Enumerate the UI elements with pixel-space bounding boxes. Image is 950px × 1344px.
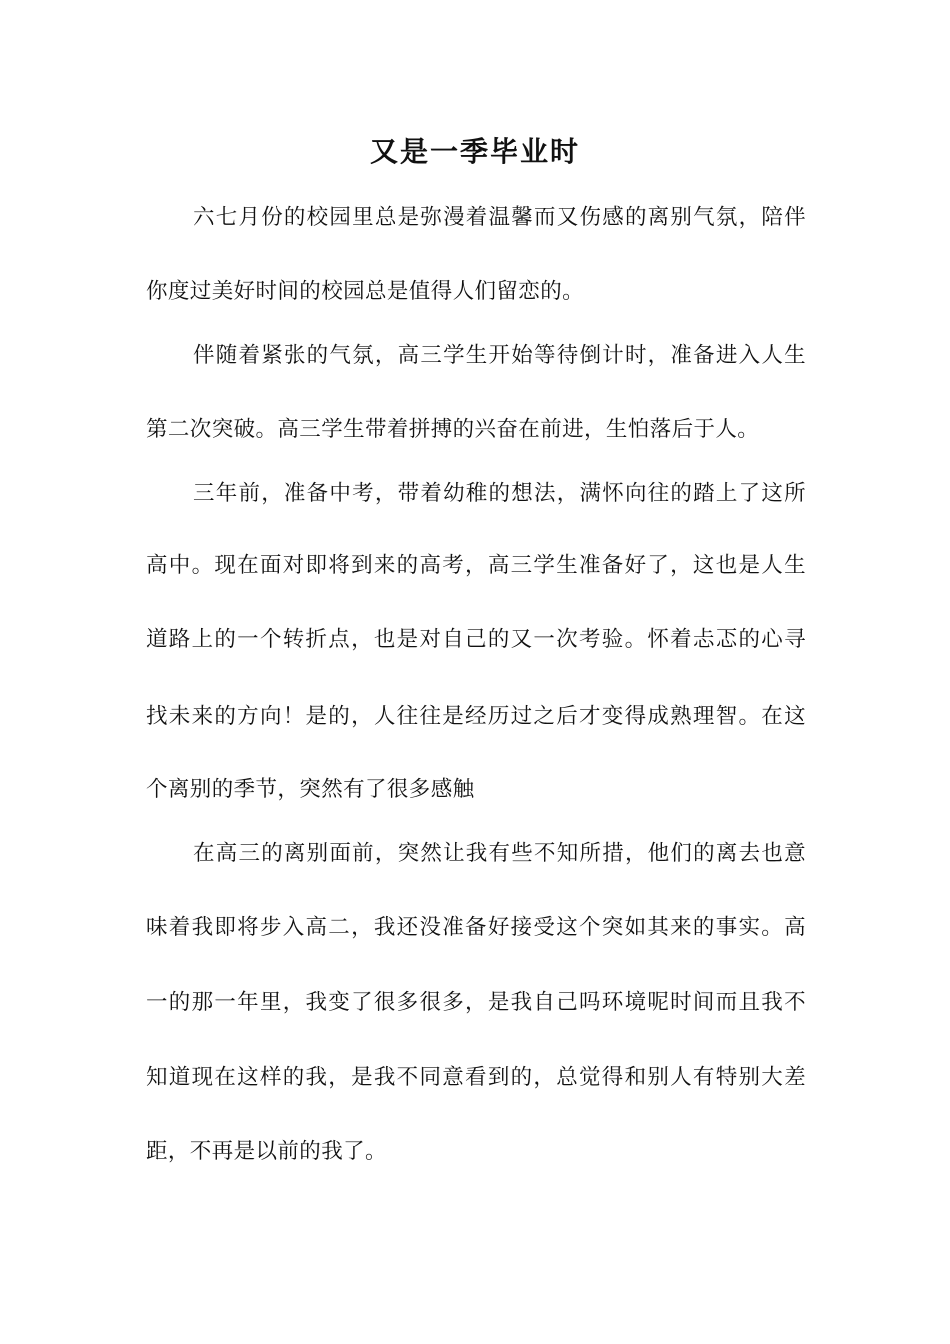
paragraph-4-line-1: 在高三的离别面前，突然让我有些不知所措，他们的离去也意	[193, 841, 806, 866]
paragraph-3-line-4: 找未来的方向！是的，人往往是经历过之后才变得成熟理智。在这	[146, 704, 806, 729]
paragraph-2-line-2: 第二次突破。高三学生带着拼搏的兴奋在前进，生怕落后于人。	[146, 417, 760, 442]
paragraph-1-line-2: 你度过美好时间的校园总是值得人们留恋的。	[146, 279, 585, 304]
paragraph-4-line-2: 味着我即将步入高二，我还没准备好接受这个突如其来的事实。高	[146, 915, 806, 940]
paragraph-4-line-4: 知道现在这样的我，是我不同意看到的，总觉得和别人有特别大差	[146, 1065, 806, 1090]
paragraph-4-line-3: 一的那一年里，我变了很多很多，是我自己吗环境呢时间而且我不	[146, 990, 806, 1015]
paragraph-3-line-1: 三年前，准备中考，带着幼稚的想法，满怀向往的踏上了这所	[193, 481, 806, 506]
paragraph-3-line-5: 个离别的季节，突然有了很多感触	[146, 777, 475, 802]
document-title: 又是一季毕业时	[369, 135, 580, 168]
paragraph-3-line-3: 道路上的一个转折点，也是对自己的又一次考验。怀着忐忑的心寻	[146, 627, 806, 652]
paragraph-3-line-2: 高中。现在面对即将到来的高考，高三学生准备好了，这也是人生	[146, 553, 806, 578]
paragraph-1-line-1: 六七月份的校园里总是弥漫着温馨而又伤感的离别气氛，陪伴	[193, 205, 806, 230]
paragraph-2-line-1: 伴随着紧张的气氛，高三学生开始等待倒计时，准备进入人生	[193, 343, 806, 368]
paragraph-4-line-5: 距，不再是以前的我了。	[146, 1139, 387, 1164]
